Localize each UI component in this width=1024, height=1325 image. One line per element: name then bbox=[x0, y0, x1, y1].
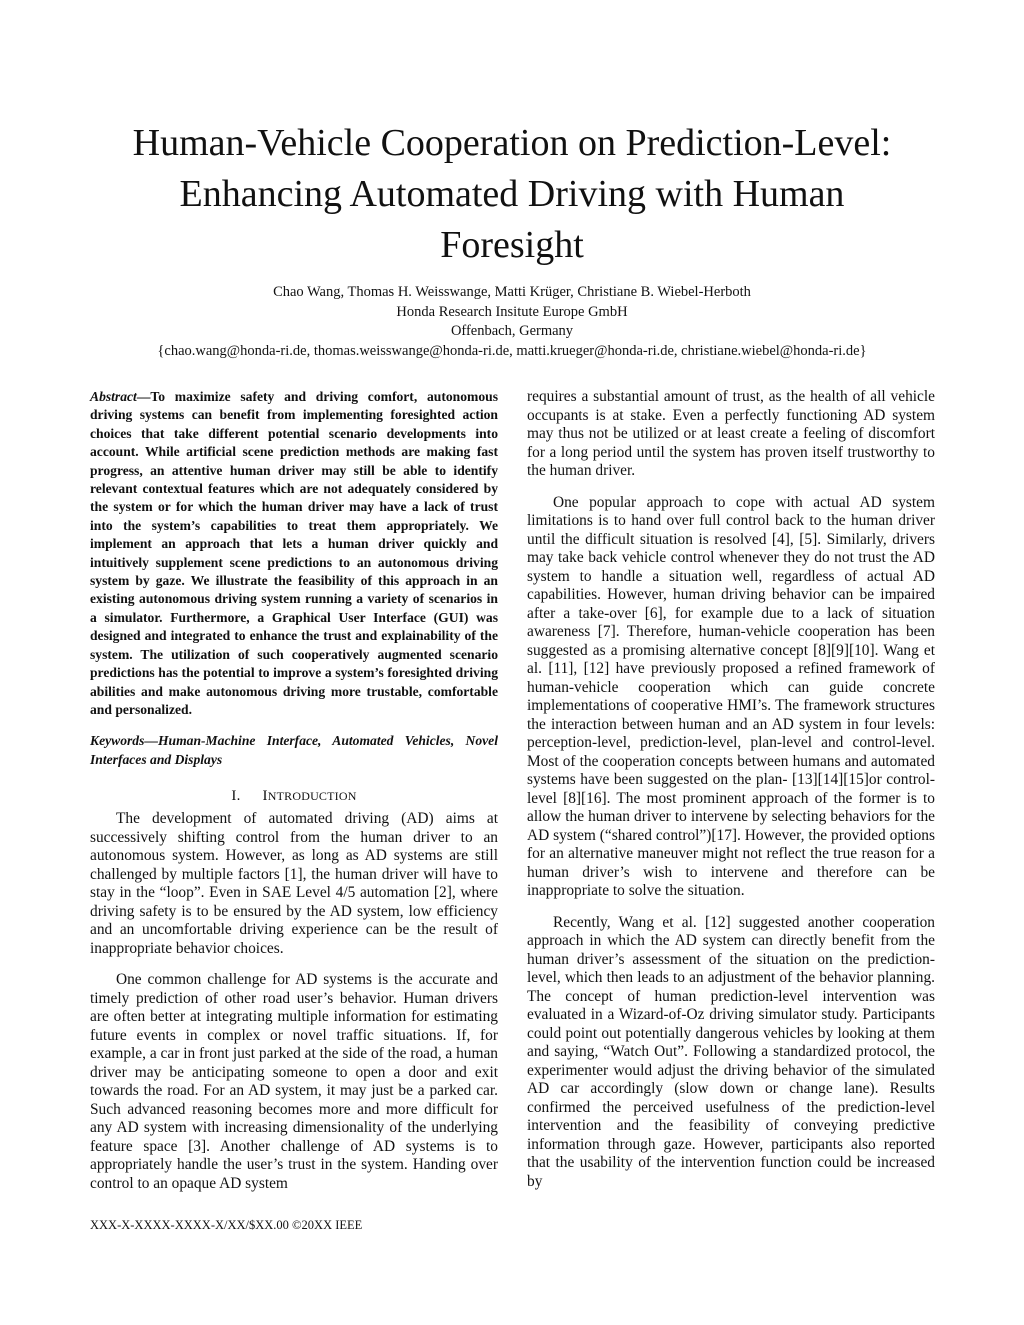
section-number: I. bbox=[231, 788, 241, 805]
copyright-footer: XXX-X-XXXX-XXXX-X/XX/$XX.00 ©20XX IEEE bbox=[90, 1218, 363, 1232]
right-column bbox=[527, 388, 935, 1191]
title-line: Human-Vehicle Cooperation on Prediction-Level: bbox=[132, 122, 892, 164]
author-affiliation: Honda Research Insitute Europe GmbH bbox=[396, 303, 628, 320]
title-line: Foresight bbox=[440, 224, 584, 266]
section-title-rest: NTRODUCTION bbox=[267, 789, 357, 804]
author-location: Offenbach, Germany bbox=[450, 323, 574, 339]
paragraph: Recently, Wang et al. [12] suggested another cooperation approach in which the AD system can directly benefit from the human driver’s assessment of the situation on the prediction-level, which then leads to an adjustment of the behavior planning. The concept of human prediction-level intervention was evaluated in a Wizard-of-Oz driving simulator study. Participants could point out potentially dangerous vehicles by looking at them and saying, “Watch Out”. Following a standardized protocol, the experimenter would adjust the driving behavior of the simulated AD car accordingly (slow down or change lane). Results confirmed the perceived usefulness of the prediction-level intervention and the feasibility of conveying predictive information through gaze. However, participants also reported that the usability of the intervention function could be increased by bbox=[527, 913, 935, 1190]
author-emails: {chao.wang@honda-ri.de, thomas.weisswange@honda-ri.de, matti.krueger@honda-ri.de, christiane.wiebel@honda-ri.de} bbox=[157, 342, 867, 359]
title-line: Enhancing Automated Driving with Human bbox=[179, 173, 845, 215]
author-block bbox=[60, 283, 964, 361]
paragraph: requires a substantial amount of trust, as the health of all vehicle occupants is at stake. Even a perfectly functioning AD system may thus not be utilized or at least create a feeling of discomfort for a long period until the system has proven itself trustworthy to the human driver. bbox=[527, 388, 935, 479]
paragraph: The development of automated driving (AD) aims at successively shifting control from the human driver to an autonomous system. However, as long as AD systems are still challenged by multiple factors [1], the human driver will have to stay in the “loop”. Even in SAE Level 4/5 automation [2], where driving safety is to be ensured by the AD system, low efficiency and an uncomfortable driving experience can be the result of inappropriate behavior choices. bbox=[90, 810, 498, 957]
abstract-label: Abstract bbox=[90, 389, 137, 404]
paragraph: One common challenge for AD systems is the accurate and timely prediction of other road user’s behavior. Human drivers are often better at integrating multiple information for estimating future events in complex or novel traffic situations. If, for example, a car in front just parked at the side of the road, a human driver may be anticipating someone to open a door and exit towards the road. For an AD system, it may just be a parked car. Such advanced reasoning becomes more and more difficult for any AD system with increasing dimensionality of the underlying feature space [3]. Another challenge of AD systems is to appropriately handle the user’s trust in the system. Handing over control to an opaque AD system bbox=[90, 971, 498, 1192]
keywords-text: —Human-Machine Interface, Automated Vehicles, Novel Interfaces and Displays bbox=[90, 733, 498, 767]
paper-title bbox=[60, 118, 964, 271]
section-heading-introduction bbox=[90, 788, 498, 805]
paragraph: One popular approach to cope with actual AD system limitations is to hand over full control back to the human driver until the difficult situation is resolved [4], [5]. Similarly, drivers may take back vehicle control whenever they do not trust the AD system to handle a situation well, regardless of actual AD capabilities. However, human driving behavior can be impaired after a take-over [6], for example due to a lack of situation awareness [7]. Therefore, human-vehicle cooperation has been suggested as a promising alternative concept [8][9][10]. Wang et al. [11], [12] have previously proposed a refined framework of human-vehicle cooperation which can guide concrete implementations of cooperative HMI’s. The framework structures the interaction between human and an AD system in four levels: perception-level, prediction-level, plan-level and control-level. Most of the cooperation concepts between humans and automated systems have been suggested on the plan- [13][14][15]or control-level [8][16]. The most prominent approach of the former is to allow the human driver to intervene by selecting behaviors for the AD system (“shared control”)[17]. However, the provided options for an alternative maneuver might not reflect the true reason for a human driver’s wish to intervene and therefore can be inappropriate to solve the situation. bbox=[527, 493, 935, 899]
left-column bbox=[90, 388, 498, 1193]
abstract-text: —To maximize safety and driving comfort, autonomous driving systems can benefit from implementing foresighted action choices that take different potential scenario developments into account. While artificial scene prediction methods are making fast progress, an attentive human driver may still be able to identify relevant contextual features which are not adequately considered by the system or for which the human driver may have a lack of trust into the system’s capabilities to treat them appropriately. We implement an approach that lets a human driver quickly and intuitively supplement scene predictions to an autonomous driving system by gaze. We illustrate the feasibility of this approach in an existing autonomous driving system running a variety of scenarios in a simulator. Furthermore, a Graphical User Interface (GUI) was designed and integrated to enhance the trust and explainability of the system. The utilization of such cooperatively augmented scenario predictions has the potential to improve a system’s foresighted driving abilities and make autonomous driving more trustable, comfortable and personalized. bbox=[90, 389, 498, 717]
keywords bbox=[90, 732, 498, 769]
section-title-initial: I bbox=[262, 788, 268, 805]
keywords-label: Keywords bbox=[90, 733, 145, 749]
abstract bbox=[90, 388, 498, 719]
author-names: Chao Wang, Thomas H. Weisswange, Matti Krüger, Christiane B. Wiebel-Herboth bbox=[273, 284, 751, 300]
